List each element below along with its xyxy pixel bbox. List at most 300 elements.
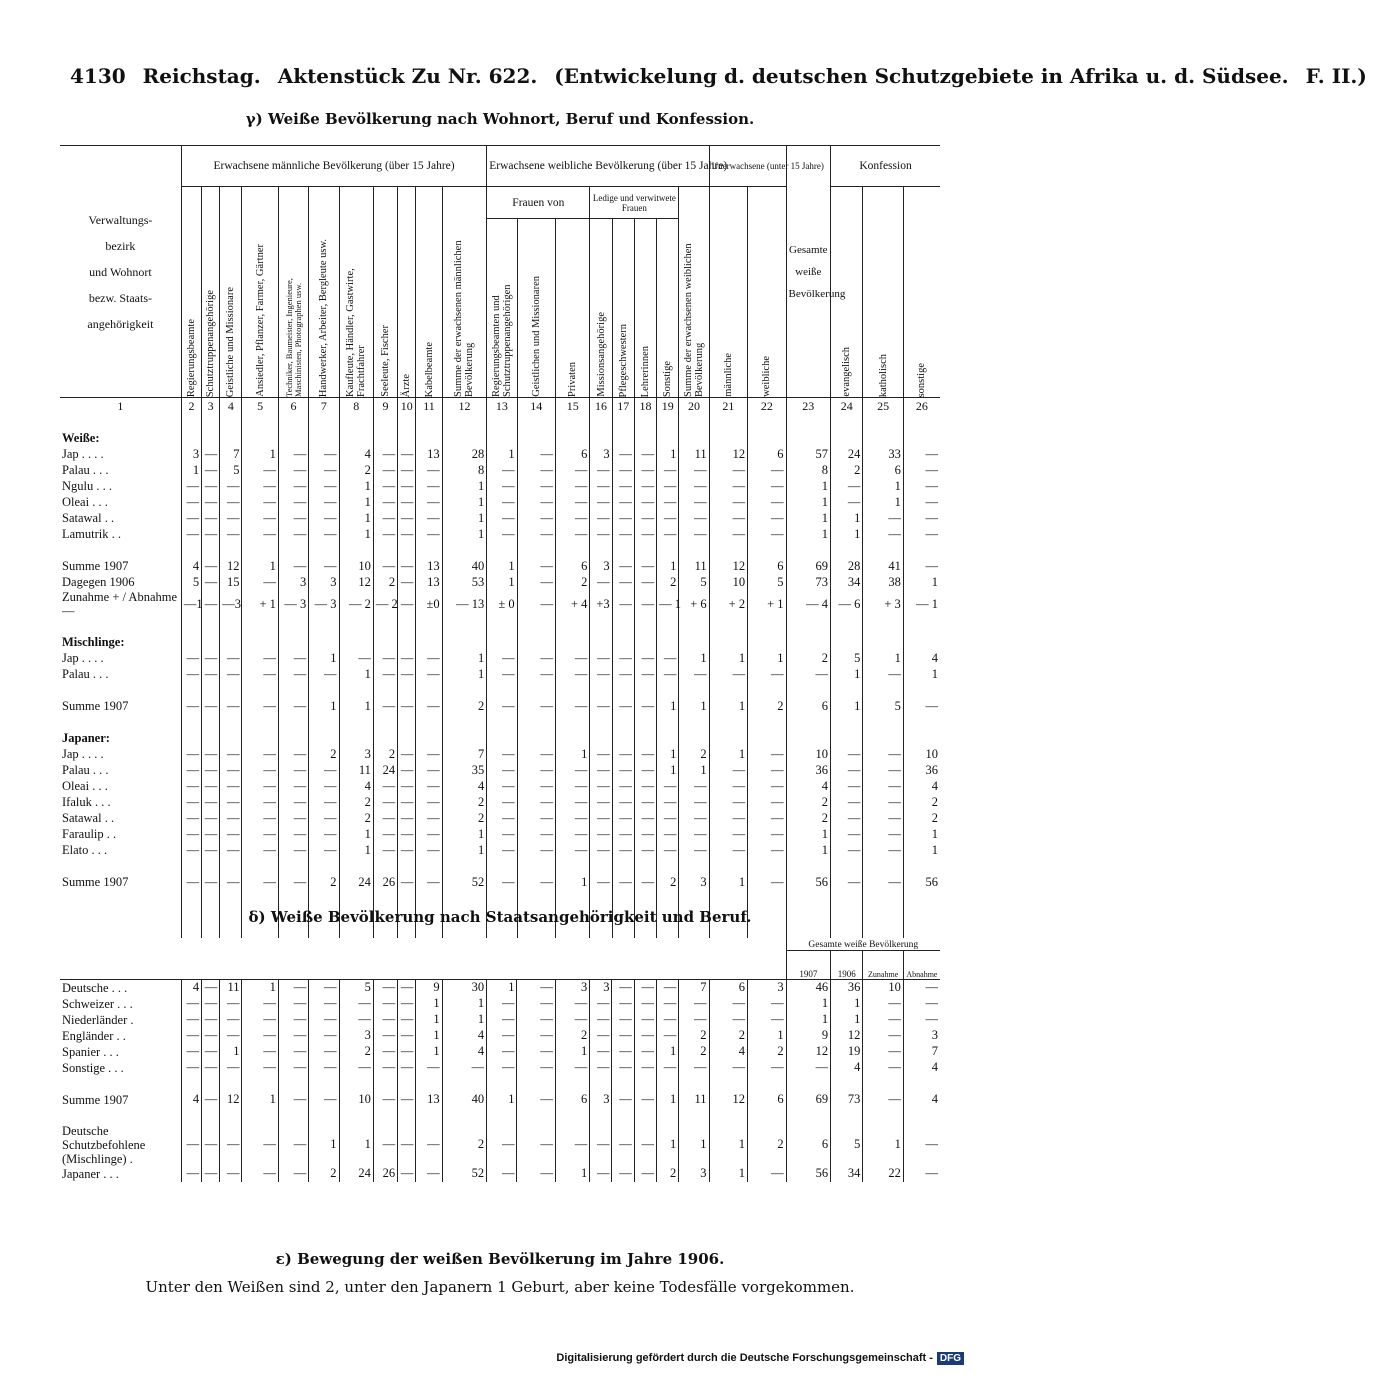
table-cell: — <box>590 526 612 542</box>
table-cell: + 1 <box>242 590 278 618</box>
table-cell: — <box>242 874 278 890</box>
table-cell: — <box>634 1124 656 1166</box>
table-row <box>60 746 940 762</box>
table-cell: — <box>612 666 634 682</box>
table-cell: — <box>517 778 555 794</box>
table-cell: 6 <box>748 558 786 574</box>
table-cell: 1 <box>863 478 903 494</box>
table-cell: — <box>590 1166 612 1182</box>
stub-line: und Wohnort <box>89 264 152 279</box>
table-cell: — <box>487 794 517 810</box>
table-cell: 57 <box>786 446 830 462</box>
table-cell: — <box>309 1044 339 1060</box>
table-cell: 1 <box>657 762 679 778</box>
table-cell: 26 <box>373 1166 397 1182</box>
table-row <box>60 794 940 810</box>
column-number: 25 <box>863 398 903 415</box>
table-cell: — <box>612 810 634 826</box>
table-cell: — <box>679 842 709 858</box>
table-cell: 1 <box>786 842 830 858</box>
table-cell: — <box>831 826 863 842</box>
table-cell: 6 <box>556 446 590 462</box>
table-cell: 4 <box>903 650 940 666</box>
dfg-logo: DFG <box>937 1352 964 1365</box>
table-cell: — <box>398 762 416 778</box>
table-cell: — <box>903 1012 940 1028</box>
table-cell: 2 <box>373 574 397 590</box>
row-label: Satawal . . <box>62 511 115 525</box>
table-cell: 1 <box>416 1044 442 1060</box>
table-cell: — <box>242 1124 278 1166</box>
table-cell: — <box>278 650 308 666</box>
table-cell: 3 <box>679 1166 709 1182</box>
table-cell: — 13 <box>442 590 487 618</box>
table-cell: — <box>657 826 679 842</box>
group-label-row <box>60 430 940 446</box>
table-row <box>60 1124 940 1166</box>
table-cell: — <box>863 842 903 858</box>
table-cell: 1 <box>656 1124 678 1166</box>
table-cell: 46 <box>786 979 830 996</box>
table-cell: — <box>748 778 786 794</box>
header-part: F. II.) <box>1305 64 1367 88</box>
table-cell: — <box>517 1012 555 1028</box>
table-cell: — 6 <box>831 590 863 618</box>
table-cell: — <box>590 874 612 890</box>
table-cell: +3 <box>590 590 612 618</box>
table-row <box>60 979 940 996</box>
table-cell: — <box>416 794 442 810</box>
table-cell: 10 <box>709 574 747 590</box>
table-cell: — <box>242 1012 278 1028</box>
row-label: Oleai . . . <box>62 495 108 509</box>
table-cell: — <box>416 494 442 510</box>
table-cell: 4 <box>339 778 373 794</box>
table-cell: — <box>309 778 339 794</box>
table-cell: — <box>202 1044 220 1060</box>
table-cell: — <box>748 842 786 858</box>
table-cell: — <box>612 1060 634 1076</box>
table-cell: 5 <box>679 574 709 590</box>
table-cell: — <box>517 574 555 590</box>
table-cell: 1 <box>242 558 278 574</box>
table-cell: — <box>416 666 442 682</box>
table-cell: 7 <box>679 979 709 996</box>
table-row <box>60 1028 940 1044</box>
table-cell: 6 <box>748 446 786 462</box>
row-label: Sonstige . . . <box>62 1060 124 1075</box>
table-cell: — <box>242 842 278 858</box>
table-cell: — <box>278 874 308 890</box>
table-cell: 3 <box>590 1092 612 1108</box>
table-cell: 1 <box>339 842 373 858</box>
table-cell: 36 <box>786 762 830 778</box>
section-gamma-title: γ) Weiße Bevölkerung nach Wohnort, Beruf und Konfession. <box>245 110 755 128</box>
table-cell: 1 <box>416 1028 442 1044</box>
group-male-header: Erwachsene männliche Bevölkerung (über 15 Jahre) <box>181 146 486 187</box>
table-cell: — <box>831 794 863 810</box>
table-cell: 2 <box>903 794 940 810</box>
table-cell: — <box>181 510 201 526</box>
table-cell: — <box>748 810 786 826</box>
table-cell: 6 <box>556 558 590 574</box>
table-cell: — <box>202 510 220 526</box>
table-cell: 5 <box>831 1124 863 1166</box>
col-header: Ansiedler, Pflanzer, Farmer, Gärtner <box>254 244 266 397</box>
row-label: Zunahme + / Abnahme — <box>62 590 178 618</box>
table-cell: — <box>590 1012 612 1028</box>
col-header: Privaten <box>567 362 579 397</box>
table-cell: 73 <box>786 574 830 590</box>
table-cell: 1 <box>747 1028 786 1044</box>
header-desc: (Entwickelung d. deutschen Schutzgebiete in Afrika u. d. Südsee. <box>554 64 1289 88</box>
table-cell: — <box>517 446 555 462</box>
table-cell: 1 <box>487 558 517 574</box>
table-cell: — <box>398 590 416 618</box>
table-cell: — <box>612 996 634 1012</box>
col-header: sonstige <box>916 362 928 397</box>
table-cell: 2 <box>339 794 373 810</box>
table-cell: 35 <box>442 762 487 778</box>
table-cell: 2 <box>442 810 487 826</box>
column-number: 5 <box>242 398 278 415</box>
table-cell: — <box>278 842 308 858</box>
table-cell: — <box>398 462 416 478</box>
table-cell: 1 <box>442 1012 486 1028</box>
table-cell: — <box>517 494 555 510</box>
table-cell: — <box>309 826 339 842</box>
table-cell: 40 <box>442 1092 486 1108</box>
table-cell: — <box>181 794 201 810</box>
table-cell: — 4 <box>786 590 830 618</box>
table-row <box>60 478 940 494</box>
table-cell: — <box>634 746 656 762</box>
table-cell: — <box>487 1124 517 1166</box>
row-label: Ngulu . . . <box>62 479 112 493</box>
table-cell: — <box>612 590 634 618</box>
table-cell: 2 <box>556 574 590 590</box>
table-cell: — <box>487 874 517 890</box>
table-cell: 2 <box>903 810 940 826</box>
table-cell: — <box>398 826 416 842</box>
table-cell: 2 <box>747 1124 786 1166</box>
table-cell: — <box>181 698 201 714</box>
table-cell: 3 <box>181 446 201 462</box>
table-cell: — <box>181 1166 201 1182</box>
table-cell: 9 <box>786 1028 830 1044</box>
table-cell: 1 <box>339 666 373 682</box>
table-cell: — <box>748 666 786 682</box>
table-cell: — <box>590 666 612 682</box>
table-cell: — 1 <box>657 590 679 618</box>
table-cell: — <box>517 826 555 842</box>
column-number: 15 <box>556 398 590 415</box>
table-cell: 1 <box>442 526 487 542</box>
table-cell: — <box>339 1012 373 1028</box>
col-header: Ärzte <box>401 373 413 397</box>
table-cell: — <box>339 996 373 1012</box>
table-cell: — <box>831 778 863 794</box>
table-cell: — <box>398 1028 416 1044</box>
table-cell: 33 <box>863 446 903 462</box>
table-cell: 10 <box>903 746 940 762</box>
table-row <box>60 826 940 842</box>
table-cell: 2 <box>656 1166 678 1182</box>
table-cell: — <box>709 462 747 478</box>
table-cell: — <box>202 1124 220 1166</box>
col-header: Regierungsbeamten und Schutztruppenangehörigen <box>490 284 513 397</box>
spacer-row <box>60 890 940 906</box>
table-cell: — <box>863 1044 903 1060</box>
table-cell: — <box>181 746 201 762</box>
table-cell: 12 <box>220 558 242 574</box>
table-cell: — <box>487 510 517 526</box>
table-cell: — <box>373 666 397 682</box>
table-cell: 34 <box>831 1166 863 1182</box>
row-label: Elato . . . <box>62 843 108 857</box>
table-cell: — <box>903 478 940 494</box>
row-label: Palau . . . <box>62 463 109 477</box>
table-cell: 24 <box>373 762 397 778</box>
table-cell: — <box>220 1012 242 1028</box>
table-cell: — <box>709 762 747 778</box>
table-cell: — <box>220 666 242 682</box>
table-cell: — <box>556 510 590 526</box>
table-cell: — <box>373 778 397 794</box>
table-cell: — <box>634 874 656 890</box>
table-row <box>60 842 940 858</box>
table-cell: 36 <box>831 979 863 996</box>
table-cell: — <box>679 526 709 542</box>
table-cell: 5 <box>863 698 903 714</box>
table-cell: — <box>202 874 220 890</box>
col-header: Kabelbeamte <box>423 341 435 397</box>
table-cell: — <box>679 996 709 1012</box>
table-cell: — <box>612 1124 634 1166</box>
table-cell: 1 <box>786 478 830 494</box>
table-cell: 2 <box>555 1028 589 1044</box>
table-cell: — <box>656 996 678 1012</box>
table-cell: 1 <box>487 574 517 590</box>
table-cell: — <box>517 996 555 1012</box>
table-cell: — <box>709 794 747 810</box>
table-cell: — <box>398 666 416 682</box>
table-cell: 8 <box>786 462 830 478</box>
column-number: 21 <box>709 398 747 415</box>
table-cell: 1 <box>339 1124 373 1166</box>
table-cell: 7 <box>220 446 242 462</box>
table-cell: — <box>309 478 339 494</box>
table-cell: 11 <box>220 979 242 996</box>
column-number: 12 <box>442 398 487 415</box>
table-cell: — <box>634 1044 656 1060</box>
table-cell: — <box>831 494 863 510</box>
table-cell: 1 <box>442 842 487 858</box>
table-cell: — <box>278 778 308 794</box>
table-cell: 1 <box>555 1044 589 1060</box>
col-header: Regierungsbeamte <box>185 318 197 397</box>
table-cell: — <box>416 462 442 478</box>
table-cell: — <box>612 979 634 996</box>
table-cell: — <box>517 1092 555 1108</box>
table-cell: 2 <box>442 794 487 810</box>
table-cell: — 2 <box>339 590 373 618</box>
table-cell: — <box>612 510 634 526</box>
table-cell: — <box>903 1124 940 1166</box>
table-cell: — <box>634 526 656 542</box>
table-cell: — <box>709 826 747 842</box>
table-cell: — <box>309 1028 339 1044</box>
table-cell: — <box>612 826 634 842</box>
table-cell: 9 <box>416 979 442 996</box>
table-cell: — <box>748 494 786 510</box>
table-cell: — <box>786 1060 830 1076</box>
table-cell: — <box>398 510 416 526</box>
col-header: männliche <box>722 353 734 397</box>
table-cell: 2 <box>679 1044 709 1060</box>
table-cell: — <box>555 996 589 1012</box>
table-cell: — <box>517 666 555 682</box>
table-cell: — <box>612 574 634 590</box>
table-cell: — <box>398 842 416 858</box>
table-cell: — <box>278 810 308 826</box>
table-cell: — <box>517 698 555 714</box>
table-cell: — <box>903 996 940 1012</box>
table-cell: 1 <box>442 510 487 526</box>
table-cell: — <box>373 1124 397 1166</box>
table-cell: — <box>220 1028 242 1044</box>
table-cell: — <box>612 558 634 574</box>
table-cell: 1 <box>903 574 940 590</box>
table-cell: 12 <box>831 1028 863 1044</box>
col-header: Techniker, Baumeister, Ingenieure, Maschinisten, Photographen usw. <box>283 278 303 397</box>
table-cell: — <box>831 478 863 494</box>
table-cell: 1 <box>786 494 830 510</box>
delta-sub-abnahme: Abnahme <box>903 951 940 980</box>
table-cell: — <box>242 478 278 494</box>
table-cell: — <box>748 526 786 542</box>
table-cell: — <box>220 1060 242 1076</box>
table-cell: — <box>556 526 590 542</box>
table-cell: — <box>748 478 786 494</box>
table-cell: — <box>309 979 339 996</box>
row-label: Deutsche . . . <box>62 980 128 995</box>
table-cell: 3 <box>339 746 373 762</box>
table-cell: — <box>903 510 940 526</box>
table-cell: 36 <box>903 762 940 778</box>
group-label-row <box>60 730 940 746</box>
row-label: Spanier . . . <box>62 1044 119 1059</box>
table-cell: — <box>555 1060 589 1076</box>
table-cell: — <box>634 478 656 494</box>
table-cell: — <box>487 698 517 714</box>
table-cell: 13 <box>416 558 442 574</box>
table-cell: 3 <box>590 979 612 996</box>
table-cell: — <box>487 494 517 510</box>
row-label: Deutsche Schutzbefohlene (Mischlinge) . <box>62 1123 146 1166</box>
table-cell: — <box>590 574 612 590</box>
table-cell: — <box>202 746 220 762</box>
table-cell: 4 <box>442 1044 486 1060</box>
table-cell: — <box>202 494 220 510</box>
table-cell: — <box>373 1060 397 1076</box>
row-label: Oleai . . . <box>62 779 108 793</box>
table-cell: — <box>181 762 201 778</box>
table-cell: — <box>612 446 634 462</box>
table-cell: — <box>278 762 308 778</box>
table-cell: 1 <box>487 1092 517 1108</box>
table-cell: 34 <box>831 574 863 590</box>
col-header: Lehrerinnen <box>639 345 651 397</box>
col-header: weibliche <box>761 356 773 397</box>
table-cell: — <box>517 762 555 778</box>
table-cell: — <box>590 778 612 794</box>
table-cell: 2 <box>679 746 709 762</box>
table-cell: — <box>556 462 590 478</box>
table-cell: — <box>656 1012 678 1028</box>
table-cell: — <box>590 1060 612 1076</box>
table-cell: — <box>416 762 442 778</box>
row-label: Jap . . . . <box>62 747 104 761</box>
table-cell: — <box>679 794 709 810</box>
table-cell: 4 <box>903 1060 940 1076</box>
table-cell: — <box>517 462 555 478</box>
table-cell: 4 <box>442 1028 486 1044</box>
table-cell: — <box>612 1166 634 1182</box>
table-cell: — <box>242 1028 278 1044</box>
table-cell: — <box>634 842 656 858</box>
footer-text: Digitalisierung gefördert durch die Deutsche Forschungsgemeinschaft - <box>556 1352 933 1364</box>
table-cell: — <box>339 1060 373 1076</box>
table-cell: — <box>679 778 709 794</box>
table-cell: — <box>278 1124 308 1166</box>
table-cell: — <box>373 996 397 1012</box>
table-cell: — <box>903 526 940 542</box>
table-cell: + 3 <box>863 590 903 618</box>
table-cell: — <box>612 842 634 858</box>
table-cell: 1 <box>442 666 487 682</box>
table-cell: — <box>831 746 863 762</box>
table-cell: — <box>278 794 308 810</box>
table-cell: + 6 <box>679 590 709 618</box>
table-cell: — <box>181 1060 201 1076</box>
delta-sub-1906: 1906 <box>831 951 863 980</box>
spacer-row <box>60 1108 940 1124</box>
table-cell: — <box>634 826 656 842</box>
table-cell: — <box>220 996 242 1012</box>
table-cell: 19 <box>831 1044 863 1060</box>
table-cell: 56 <box>786 1166 830 1182</box>
table-cell: 41 <box>863 558 903 574</box>
table-cell: 1 <box>863 1124 903 1166</box>
column-number: 18 <box>634 398 656 415</box>
table-cell: — <box>373 558 397 574</box>
table-cell: 3 <box>339 1028 373 1044</box>
table-cell: — <box>220 794 242 810</box>
table-cell: — <box>709 478 747 494</box>
table-cell: — <box>398 558 416 574</box>
table-cell: 6 <box>863 462 903 478</box>
table-cell: — <box>556 698 590 714</box>
table-cell: — <box>309 1092 339 1108</box>
table-cell: 2 <box>339 1044 373 1060</box>
table-cell: — <box>657 666 679 682</box>
table-cell: — <box>416 810 442 826</box>
table-cell: — <box>278 666 308 682</box>
epsilon-text: Unter den Weißen sind 2, unter den Japanern 1 Geburt, aber keine Todesfälle vorgekommen. <box>145 1278 855 1296</box>
table-cell: — <box>487 1012 517 1028</box>
table-cell: — <box>903 446 940 462</box>
